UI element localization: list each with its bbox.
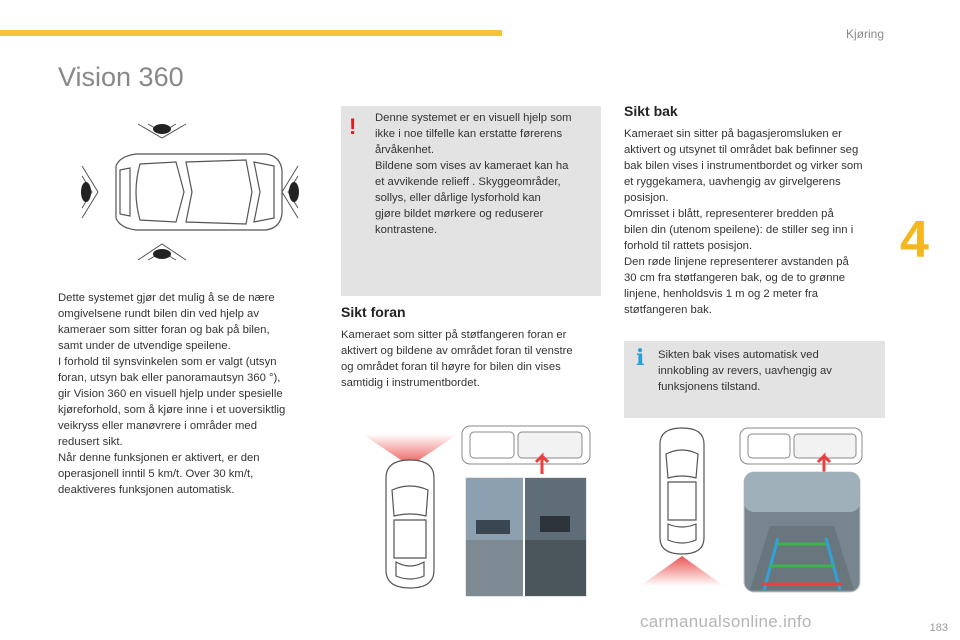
page-title: Vision 360 (58, 62, 184, 92)
instrument-panel (462, 426, 590, 464)
watermark: carmanualsonline.info (640, 612, 812, 631)
car-top-view (116, 154, 282, 230)
pointer-arrow (536, 456, 548, 474)
front-view-text: Kameraet som sitter på støtfangeren foran er aktivert og bildene av området foran til venstre og området foran til høyre for bilen din vises samtidig i instrumentbordet. (341, 329, 573, 389)
warning-text: Denne systemet er en visuell hjelp som ikke i noe tilfelle kan erstatte førerens årvåkenhet. Bildene som vises av kameraet kan ha et avvikende relieff . Skyggeområder, sollys, eller dårlige lysforhold kan gjøre bildet mørkere og reduserer kontrastene. (375, 112, 572, 236)
header-accent-bar (0, 30, 502, 36)
instrument-panel (740, 428, 862, 464)
info-text: Sikten bak vises automatisk ved innkobling av revers, uavhengig av funksjonens tilstand. (658, 349, 832, 393)
info-icon: i (636, 345, 645, 371)
front-view-illustration (356, 420, 596, 600)
warning-box (341, 106, 601, 296)
chapter-number: 4 (900, 211, 929, 269)
rear-view-text: Kameraet sin sitter på bagasjeromsluken er aktivert og utsynet til området bak befinner seg bak bilen vises i instrumentbordet og virker som et ryggekamera, uavhengig av girvelgerens posisjon. Omrisset i blått, representerer bredden på bilen din (utenom speilene): de stiller seg inn i forhold til rattets posisjon. Den røde linjene representerer avstanden på 30 cm fra støtfangeren bak, og de to grønne linjene, henholdsvis 1 m og 2 meter fra støtfangeren bak. (624, 128, 863, 316)
rear-camera-image (744, 472, 860, 592)
intro-paragraph: Dette systemet gjør det mulig å se de nære omgivelsene rundt bilen din ved hjelp av kameraer som sitter foran og bak på bilen, samt under de utvendige speilene. I forhold til synsvinkelen som er valgt (utsyn foran, utsyn bak eller panoramautsyn 360 °), gir Vision 360 en visuell hjelp under spesielle kjøreforhold, som å kjøre inne i et uoversiktlig veikryss eller manøvrere i områder med redusert sikt. Når denne funksjonen er aktivert, er den operasjonell inntil 5 km/t. Over 30 km/t, deaktiveres funksjonen automatisk. (58, 292, 286, 496)
rear-camera-zone (640, 556, 724, 586)
info-box (624, 341, 885, 418)
rear-view-illustration (640, 426, 864, 594)
warning-exclamation-icon: ! (349, 114, 357, 139)
front-view-heading: Sikt foran (341, 304, 406, 320)
front-camera-image (466, 478, 586, 596)
car-top-view (386, 460, 434, 588)
section-label: Kjøring (845, 27, 884, 41)
page-number: 183 (929, 622, 948, 634)
pointer-arrow (818, 456, 830, 474)
car-360-camera-diagram (76, 118, 304, 266)
car-top-view (660, 428, 704, 554)
rear-view-heading: Sikt bak (624, 103, 678, 119)
